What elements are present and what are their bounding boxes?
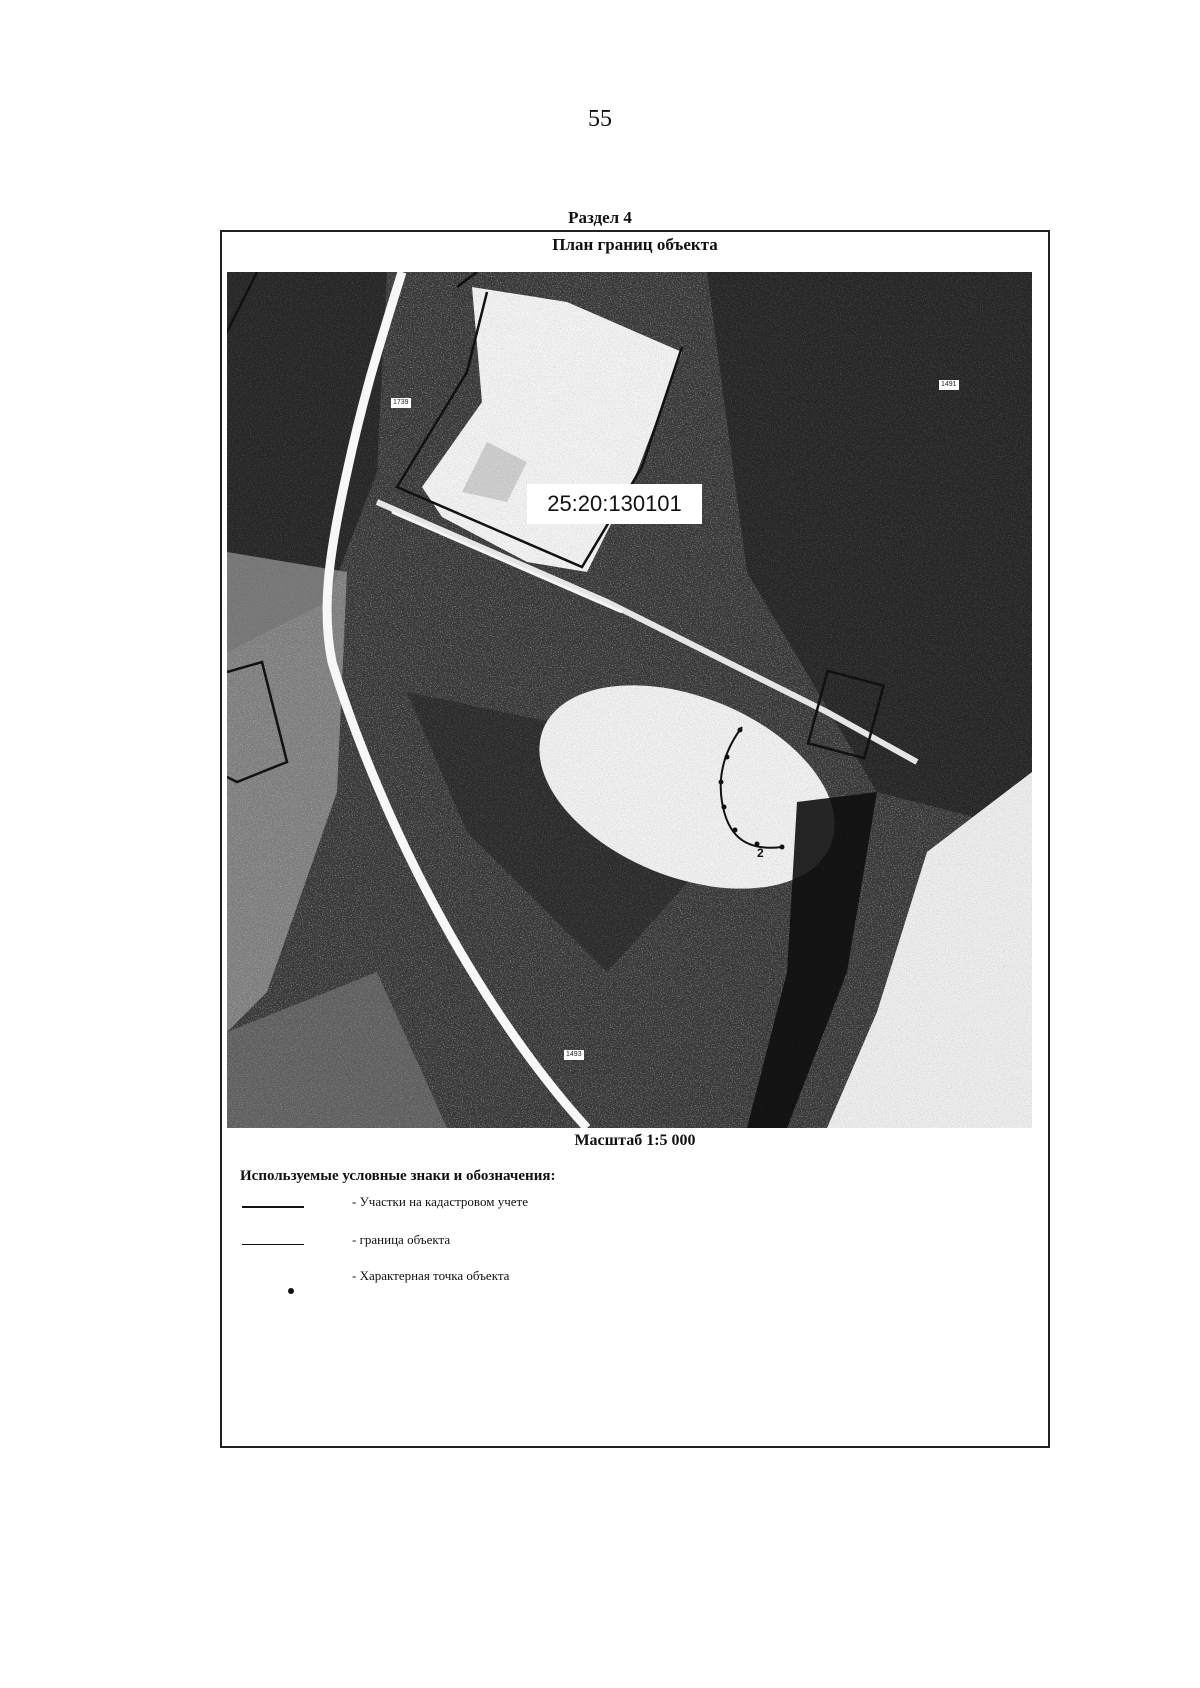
cadastral-quarter-label: 25:20:130101 — [527, 484, 702, 524]
parcel-label: 1739 — [393, 399, 409, 406]
section-title: Раздел 4 — [568, 208, 632, 227]
cadastral-parcel-line-icon — [242, 1206, 304, 1208]
point-number: 2 — [757, 846, 764, 860]
parcel-label: 1493 — [566, 1051, 582, 1058]
page-number: 55 — [588, 106, 612, 132]
legend-item-label: - Участки на кадастровом учете — [352, 1194, 528, 1209]
aerial-map — [227, 272, 1032, 1128]
plan-frame — [220, 230, 1050, 1448]
plan-title: План границ объекта — [552, 235, 718, 254]
legend-item-label: - Характерная точка объекта — [352, 1268, 510, 1283]
aerial-map-drawing — [227, 272, 1032, 1128]
object-boundary-line-icon — [242, 1244, 304, 1245]
legend-title: Используемые условные знаки и обозначения: — [240, 1168, 556, 1184]
legend-item-label: - граница объекта — [352, 1232, 451, 1247]
characteristic-point-icon — [288, 1288, 294, 1294]
map-scale: Масштаб 1:5 000 — [574, 1132, 696, 1149]
parcel-label: 1491 — [941, 381, 957, 388]
